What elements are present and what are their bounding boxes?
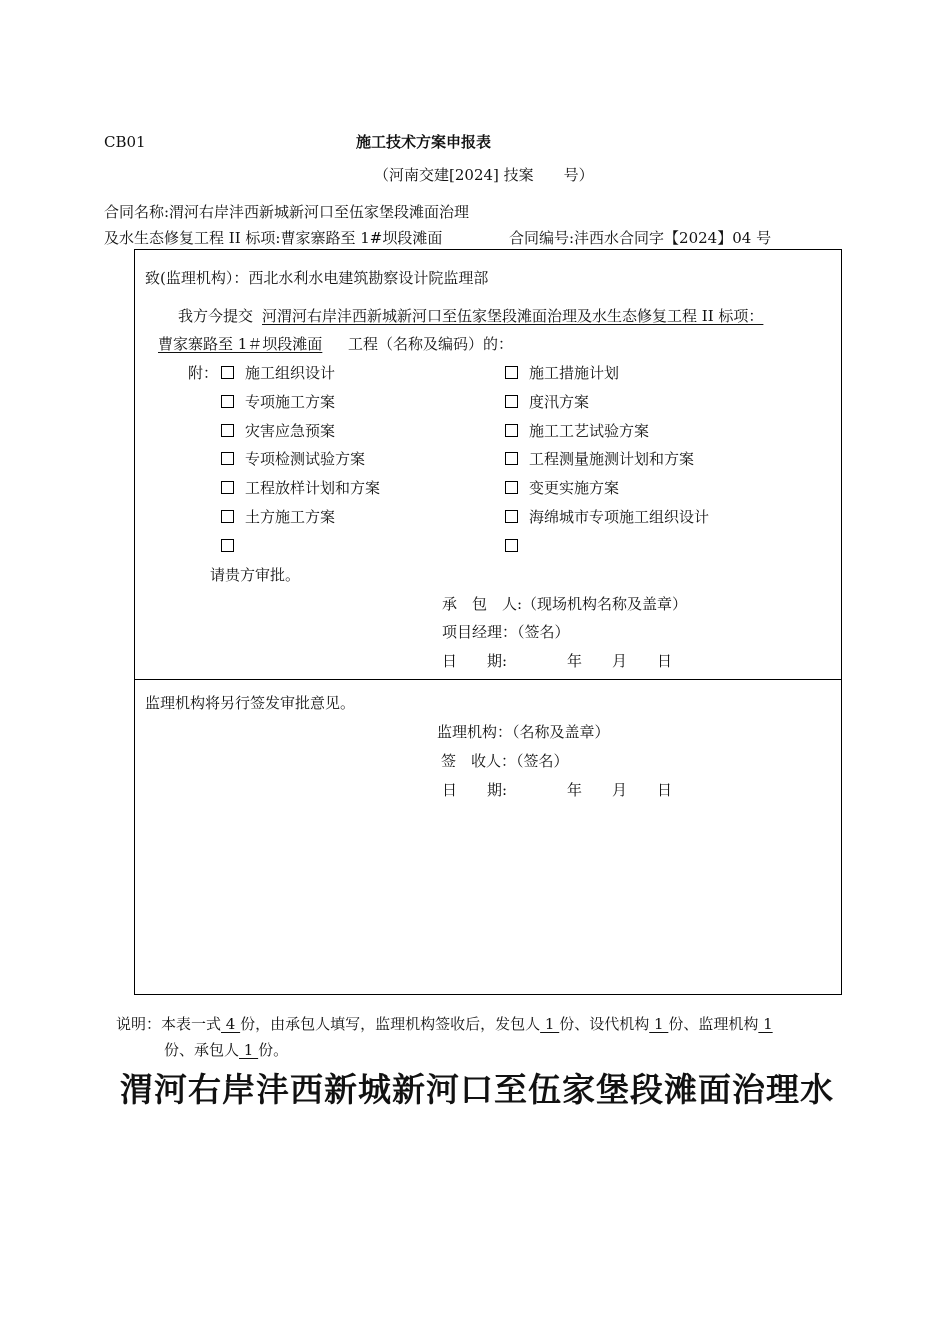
attach-item-right[interactable]: 度汛方案 [505, 393, 589, 411]
attach-label: 附： [188, 364, 219, 382]
receipt-date: 日 期: 年 月 日 [442, 781, 673, 799]
attach-item-left[interactable]: 施工组织设计 [221, 364, 335, 382]
checkbox-icon[interactable] [505, 539, 518, 552]
attach-item-right[interactable]: 施工措施计划 [505, 364, 619, 382]
attach-item-right[interactable] [505, 537, 529, 555]
copies-supervisor: 1 [758, 1015, 773, 1033]
bottom-title: 渭河右岸沣西新城新河口至伍家堡段滩面治理水 [120, 1070, 834, 1109]
submit-suffix: 工程（名称及编码）的： [348, 335, 514, 353]
submit-prefix: 我方今提交 [178, 307, 254, 325]
checkbox-icon[interactable] [505, 452, 518, 465]
checkbox-icon[interactable] [505, 366, 518, 379]
attach-item-right[interactable]: 变更实施方案 [505, 479, 619, 497]
attach-item-left[interactable]: 土方施工方案 [221, 508, 335, 526]
attach-item-left[interactable]: 灾害应急预案 [221, 422, 335, 440]
attach-item-left[interactable]: 工程放样计划和方案 [221, 479, 380, 497]
ref-number: （河南交建[2024] 技案 号） [374, 166, 594, 184]
checkbox-icon[interactable] [505, 481, 518, 494]
checkbox-icon[interactable] [221, 366, 234, 379]
form-title: 施工技术方案申报表 [356, 133, 492, 151]
copies-total: 4 [221, 1015, 241, 1033]
footer-note-line2: 份、承包人 1 份。 [164, 1041, 289, 1059]
checkbox-icon[interactable] [221, 424, 234, 437]
checkbox-icon[interactable] [221, 510, 234, 523]
checkbox-icon[interactable] [221, 395, 234, 408]
attach-item-left[interactable]: 专项检测试验方案 [221, 450, 365, 468]
contractor-signature: 承 包 人:（现场机构名称及盖章） [442, 595, 688, 613]
attach-item-right[interactable]: 工程测量施测计划和方案 [505, 450, 694, 468]
form-code: CB01 [104, 133, 146, 151]
footer-note-line1: 说明：本表一式 4 份，由承包人填写，监理机构签收后，发包人 1 份、设代机构 1 份、监理机构 1 [116, 1015, 773, 1033]
approval-request: 请贵方审批。 [210, 566, 301, 584]
copies-contractor: 1 [239, 1041, 259, 1059]
checkbox-icon[interactable] [505, 395, 518, 408]
attach-item-left[interactable] [221, 537, 245, 555]
supervision-note: 监理机构将另行签发审批意见。 [145, 694, 356, 712]
checkbox-icon[interactable] [221, 452, 234, 465]
contract-name-line1: 合同名称:渭河右岸沣西新城新河口至伍家堡段滩面治理 [104, 203, 470, 221]
receiver-signature: 签 收人：（签名） [441, 752, 569, 770]
checkbox-icon[interactable] [505, 424, 518, 437]
project-name-line1: 河渭河右岸沣西新城新河口至伍家堡段滩面治理及水生态修复工程 II 标项： [262, 307, 764, 325]
attach-item-left[interactable]: 专项施工方案 [221, 393, 335, 411]
attach-item-right[interactable]: 海绵城市专项施工组织设计 [505, 508, 709, 526]
copies-design: 1 [649, 1015, 669, 1033]
checkbox-icon[interactable] [221, 539, 234, 552]
contract-number: 合同编号:沣西水合同字【2024】04 号 [509, 229, 772, 247]
contract-name-line2: 及水生态修复工程 II 标项:曹家寨路至 1#坝段滩面 [104, 229, 443, 247]
addressee: 致(监理机构）：西北水利水电建筑勘察设计院监理部 [145, 269, 489, 287]
manager-signature: 项目经理：（签名） [442, 623, 570, 641]
copies-owner: 1 [540, 1015, 560, 1033]
project-name-line2: 曹家寨路至 1＃坝段滩面 [158, 335, 323, 353]
attach-item-right[interactable]: 施工工艺试验方案 [505, 422, 649, 440]
supervision-agency: 监理机构：（名称及盖章） [437, 723, 610, 741]
checkbox-icon[interactable] [221, 481, 234, 494]
submission-date: 日 期: 年 月 日 [442, 652, 673, 670]
checkbox-icon[interactable] [505, 510, 518, 523]
